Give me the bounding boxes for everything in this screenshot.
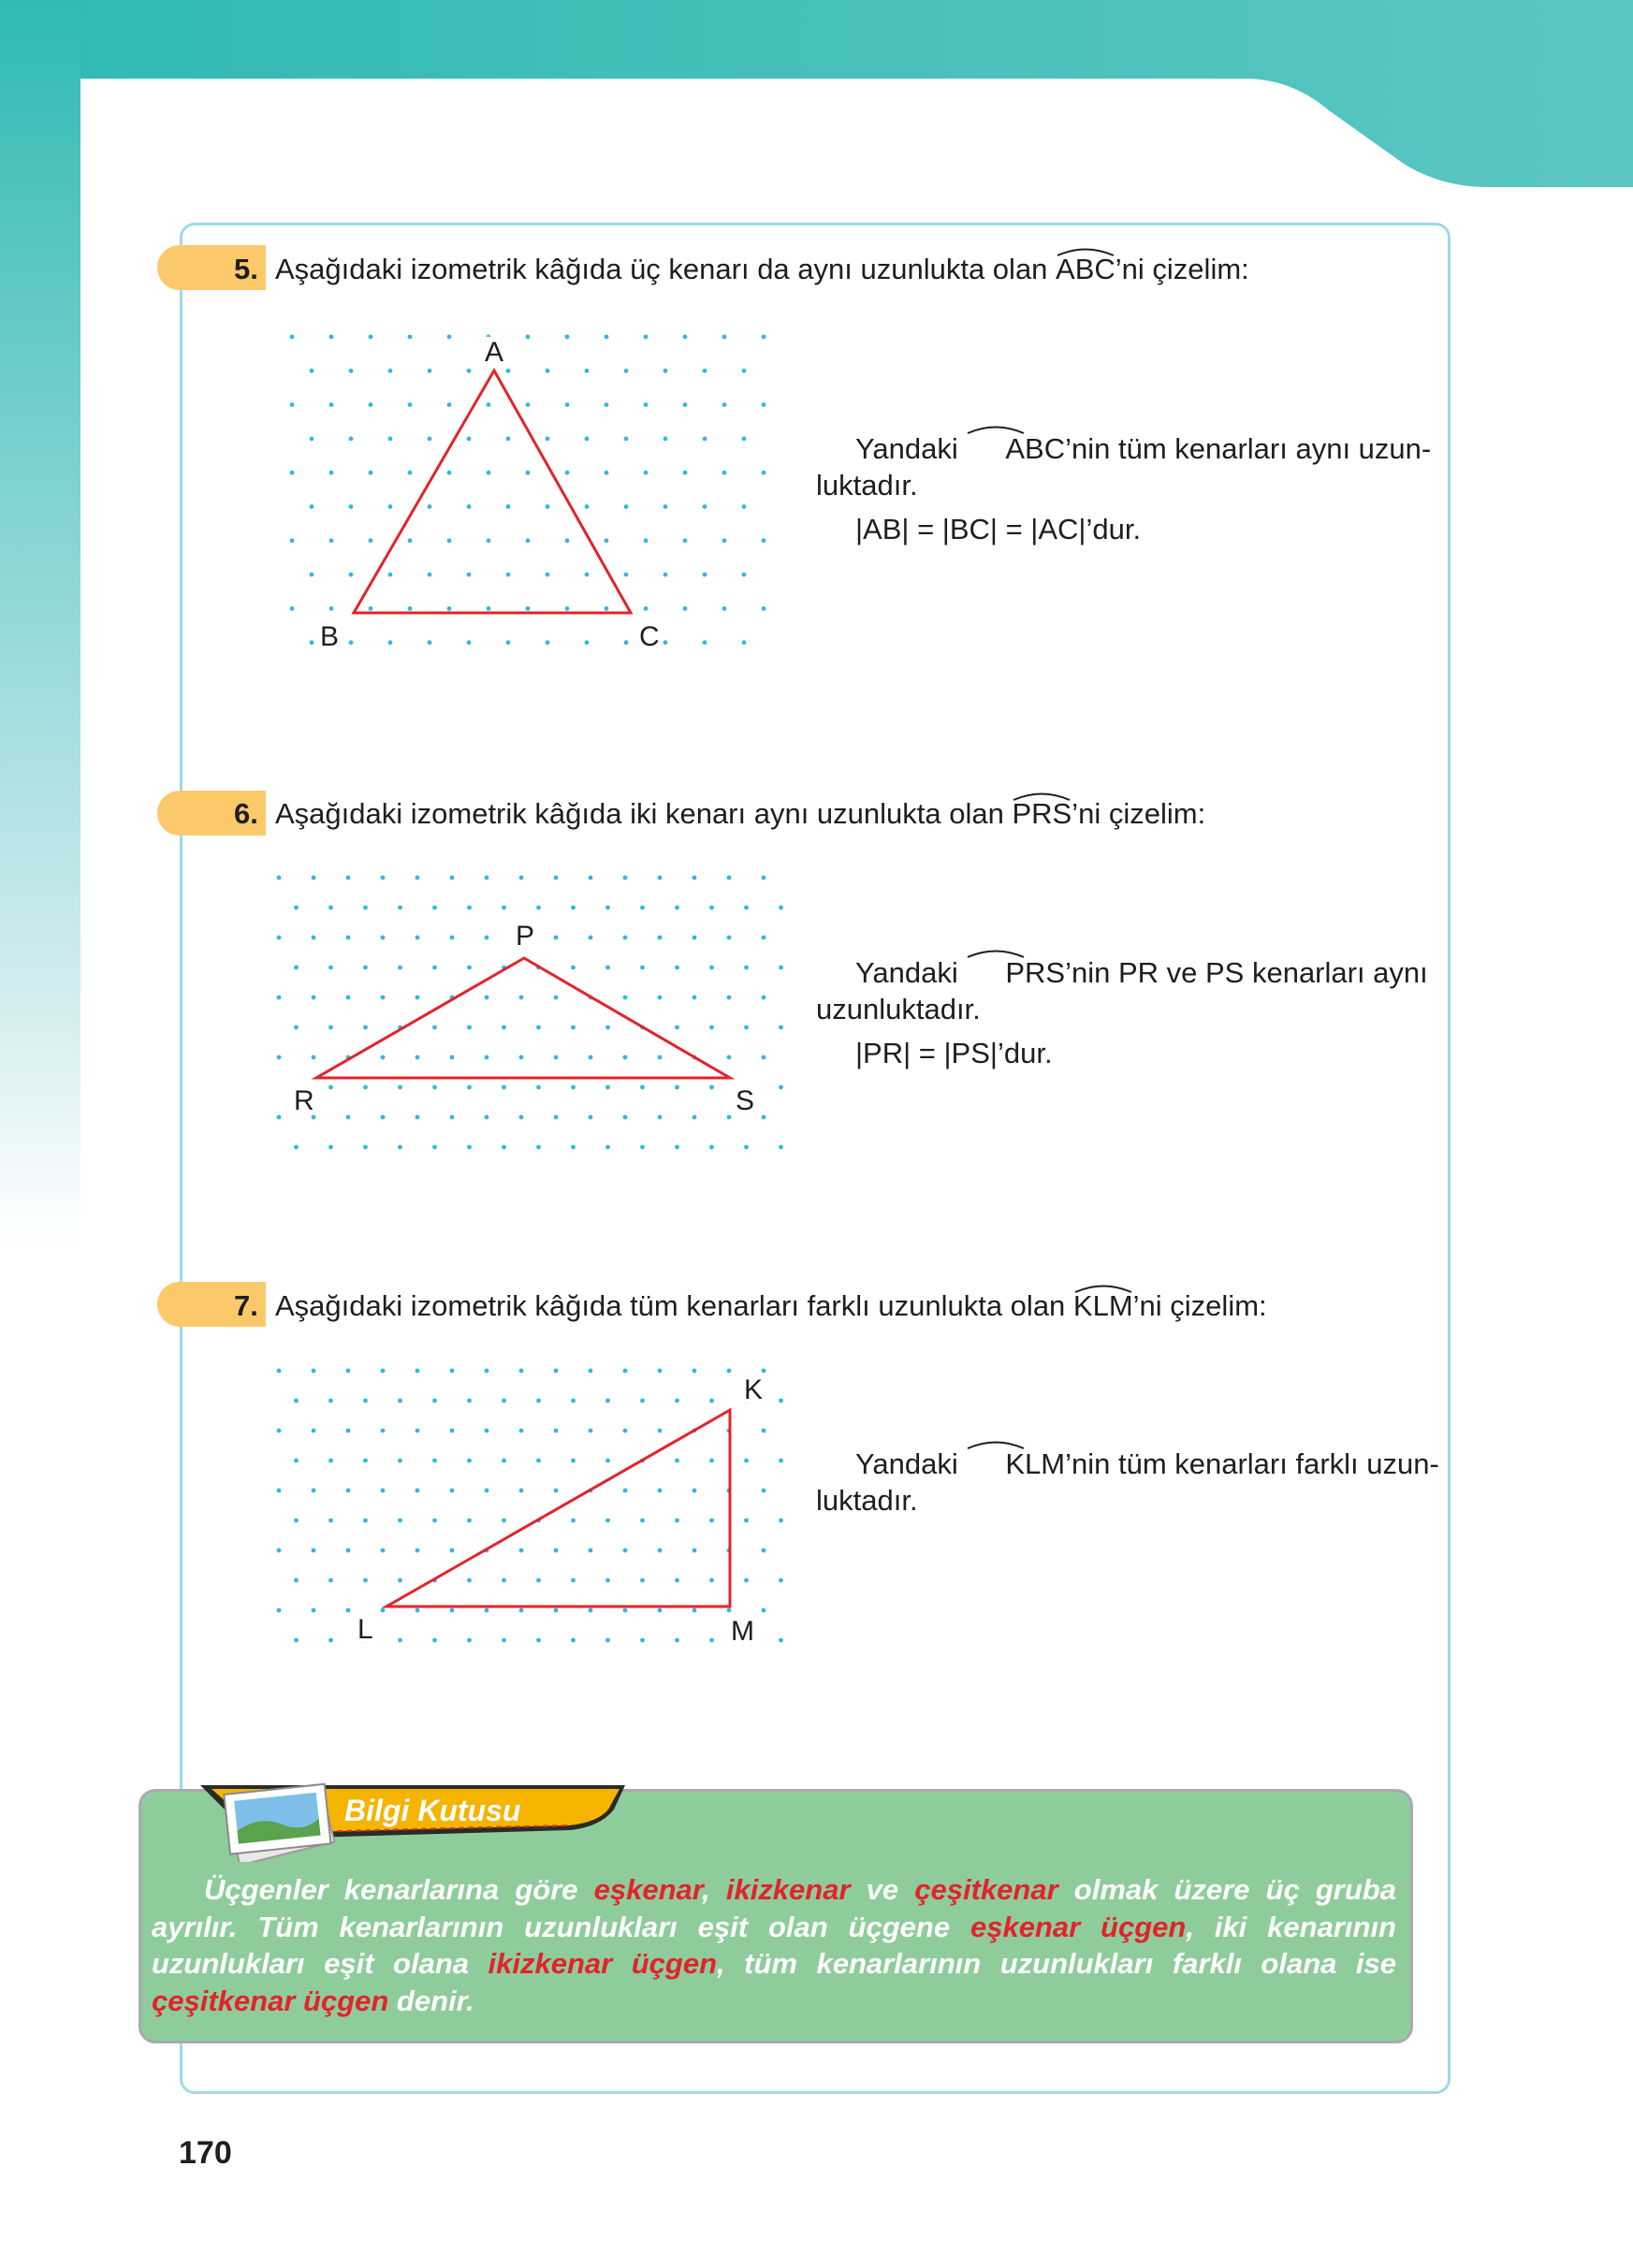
triangle-prs xyxy=(316,958,730,1078)
triangle-klm xyxy=(386,1410,730,1606)
vertex-label-c: C xyxy=(639,621,660,652)
question-7-explanation: Yandaki KLM’nin tüm kenarları farklı uzun- luktadır. xyxy=(816,1446,1441,1519)
vertex-label-s: S xyxy=(736,1085,755,1116)
vertex-label-b: B xyxy=(320,621,340,652)
question-5-text: Aşağıdaki izometrik kâğıda üç kenarı da aynı uzunlukta olan ABC’ni çizelim: xyxy=(275,253,1249,286)
question-6-text: Aşağıdaki izometrik kâğıda iki kenarı aynı uzunlukta olan PRS’ni çizelim: xyxy=(275,797,1205,831)
vertex-label-r: R xyxy=(294,1085,314,1116)
arc-hat-icon xyxy=(966,1438,1026,1449)
question-6-number: 6. xyxy=(234,797,258,830)
page-number: 170 xyxy=(179,2135,232,2171)
arc-hat-icon xyxy=(966,947,1026,958)
vertex-label-m: M xyxy=(731,1616,754,1647)
vertex-label-a: A xyxy=(485,337,504,368)
isometric-grid-klm xyxy=(271,1361,814,1661)
isometric-grid-abc xyxy=(281,327,786,664)
vertex-label-k: K xyxy=(744,1374,764,1405)
arc-hat-icon xyxy=(966,423,1026,434)
photos-stack-icon xyxy=(213,1768,344,1862)
info-box-text: Üçgenler kenarlarına göre eşkenar, ikizkenar ve çeşitkenar olmak üzere üç gruba ayrılır. Tüm kenarlarının uzunlukları eşit olan üçgene eşkenar üçgen, iki kenarının uzunlukları eşit olana ikizkenar üçgen, tüm kenarlarının uzunlukları farklı olana ise çeşitkenar üçgen denir. xyxy=(152,1873,1396,2017)
question-7-text: Aşağıdaki izometrik kâğıda tüm kenarları farklı uzunlukta olan KLM’ni çizelim: xyxy=(275,1289,1267,1323)
arc-hat-icon xyxy=(1056,245,1115,256)
vertex-label-l: L xyxy=(357,1614,373,1645)
question-6-explanation: Yandaki PRS’nin PR ve PS kenarları aynı uzunluktadır. |PR| = |PS|’dur. xyxy=(816,954,1441,1071)
dot-grid xyxy=(277,876,783,1150)
question-7-number: 7. xyxy=(234,1289,258,1322)
info-box-title: Bilgi Kutusu xyxy=(344,1794,521,1827)
question-5-explanation: Yandaki ABC’nin tüm kenarları aynı uzun- luktadır. |AB| = |BC| = |AC|’dur. xyxy=(816,430,1441,547)
arc-hat-icon xyxy=(1012,790,1072,801)
isometric-grid-prs xyxy=(271,870,814,1170)
question-5-number: 5. xyxy=(234,253,258,285)
dot-grid xyxy=(277,1369,783,1643)
triangle-abc xyxy=(354,371,631,613)
vertex-label-p: P xyxy=(516,921,535,952)
arc-hat-icon xyxy=(1073,1282,1133,1293)
